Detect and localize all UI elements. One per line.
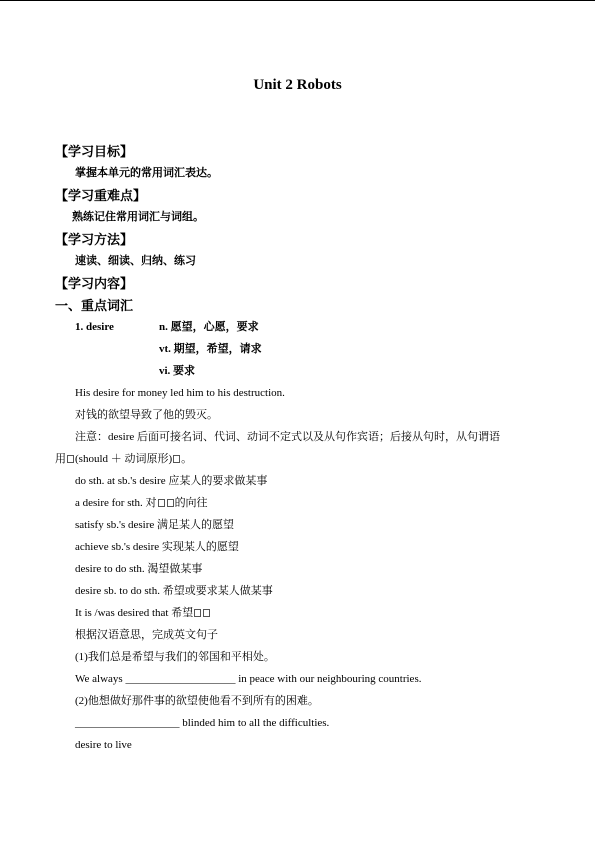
vocabulary-heading: 一、重点词汇 <box>55 298 134 313</box>
phrase-item: achieve sb.'s desire 实现某人的愿望 <box>75 541 239 553</box>
missing-glyph-box <box>167 499 174 507</box>
question-1-blank[interactable]: ____________________ <box>125 673 236 685</box>
question-2-suffix: blinded him to all the difficulties. <box>179 717 330 729</box>
example-chinese: 对钱的欲望导致了他的毁灭。 <box>75 409 218 421</box>
question-1-chinese: (1)我们总是希望与我们的邻国和平相处。 <box>75 651 275 663</box>
entry-sense-vi: vi. 要求 <box>159 365 196 377</box>
phrase-item: do sth. at sb.'s desire 应某人的要求做某事 <box>75 475 268 487</box>
page-top-border <box>0 0 595 1</box>
phrase-text: It is /was desired that 希望 <box>75 607 194 619</box>
phrase-item: desire to do sth. 渴望做某事 <box>75 563 203 575</box>
question-2-chinese: (2)他想做好那件事的欲望使他看不到所有的困难。 <box>75 695 319 707</box>
missing-glyph-box <box>173 455 180 463</box>
question-1-suffix: in peace with our neighbouring countries. <box>235 673 422 685</box>
note-line-1: 注意：desire 后面可接名词、代词、动词不定式以及从句作宾语；后接从句时，从句谓语 <box>75 431 501 443</box>
exercise-heading: 根据汉语意思，完成英文句子 <box>75 629 218 641</box>
page-title: Unit 2 Robots <box>253 77 342 93</box>
entry-sense-vt: vt. 期望，希望，请求 <box>159 343 262 355</box>
phrase-item <box>75 498 208 509</box>
missing-glyph-box <box>194 609 201 617</box>
missing-glyph-box <box>67 455 74 463</box>
method-text: 速读、细读、归纳、练习 <box>75 255 196 267</box>
note-line-2-end: 。 <box>181 453 193 465</box>
note-line-2-start: 用 <box>55 453 66 465</box>
phrase-text: a desire for sth. 对 <box>75 497 157 509</box>
phrase-item: desire sb. to do sth. 希望或要求某人做某事 <box>75 585 273 597</box>
phrase-item <box>75 608 211 619</box>
missing-glyph-box <box>203 609 210 617</box>
example-english: His desire for money led him to his destruction. <box>75 387 285 399</box>
goal-text: 掌握本单元的常用词汇表达。 <box>75 167 218 179</box>
question-1-prefix: We always <box>75 673 126 685</box>
phrase-text-end: 的向往 <box>174 497 208 509</box>
key-points-text: 熟练记住常用词汇与词组。 <box>72 211 204 223</box>
phrase-item-last: desire to live <box>75 739 132 751</box>
goal-heading: 【学习目标】 <box>55 144 134 159</box>
missing-glyph-box <box>158 499 165 507</box>
content-heading: 【学习内容】 <box>55 276 134 291</box>
phrase-item: satisfy sb.'s desire 满足某人的愿望 <box>75 519 235 531</box>
question-2-english <box>75 718 329 729</box>
method-heading: 【学习方法】 <box>55 232 134 247</box>
note-line-2 <box>55 454 192 465</box>
entry-word: 1. desire <box>75 321 114 333</box>
question-1-english <box>75 674 421 685</box>
entry-sense-noun: n. 愿望，心愿，要求 <box>159 321 259 333</box>
key-points-heading: 【学习重难点】 <box>55 188 147 203</box>
question-2-blank[interactable]: ___________________ <box>75 717 180 729</box>
note-line-2-middle: (should ＋ 动词原形) <box>75 453 173 465</box>
